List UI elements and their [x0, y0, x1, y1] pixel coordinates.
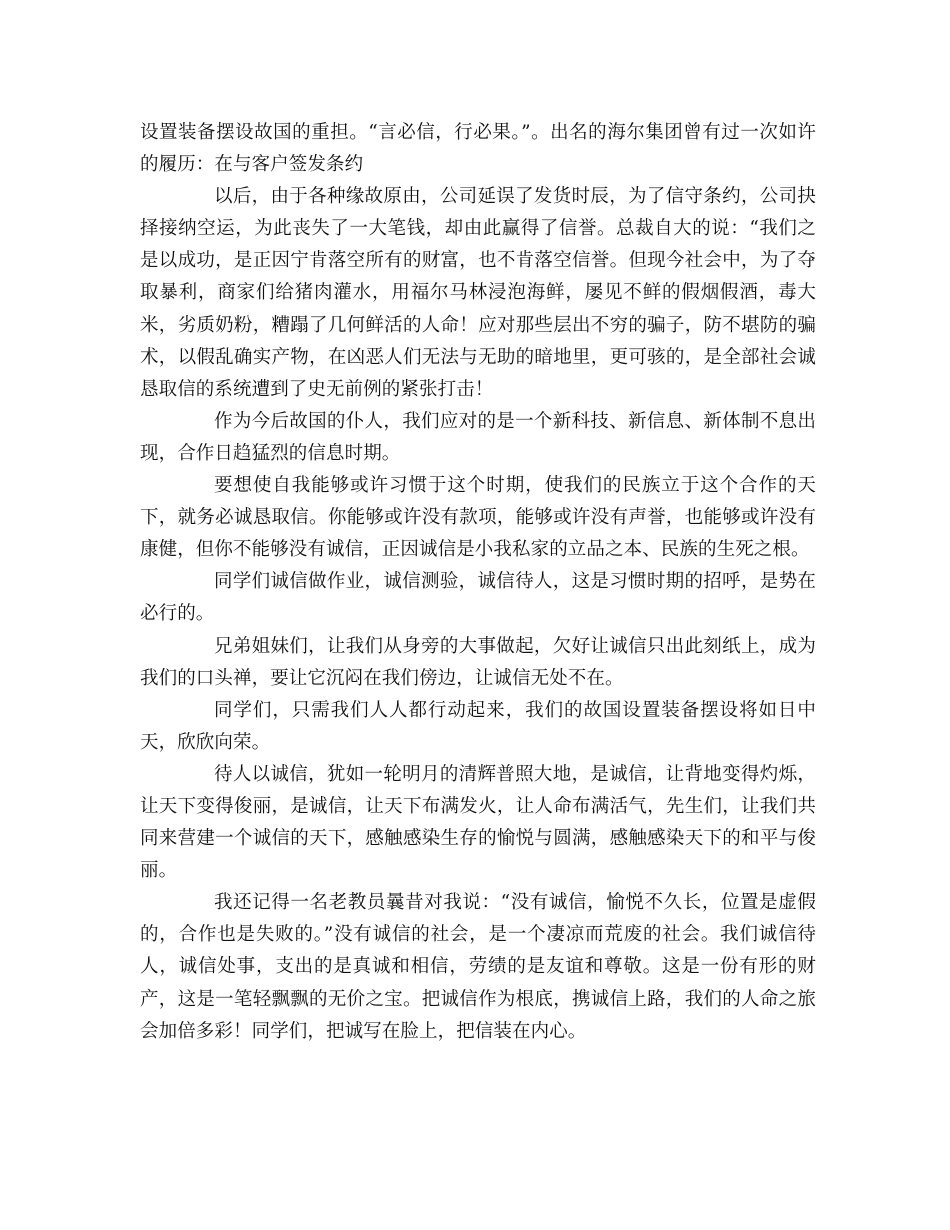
paragraph: 作为今后故国的仆人，我们应对的是一个新科技、新信息、新体制不息出现，合作日趋猛烈的信息时期。: [140, 410, 816, 464]
paragraph: 同学们诚信做作业，诚信测验，诚信待人，这是习惯时期的招呼，是势在必行的。: [140, 571, 816, 625]
paragraph: 设置装备摆设故国的重担。“言必信，行必果。”。出名的海尔集团曾有过一次如许的履历：在与客户签发条约: [140, 122, 816, 176]
document-body: [140, 117, 816, 1048]
paragraph: 要想使自我能够或许习惯于这个时期，使我们的民族立于这个合作的天下，就务必诚恳取信。你能够或许没有款项，能够或许没有声誉，也能够或许没有康健，但你不能够没有诚信，正因诚信是小我私家的立品之本、民族的生死之根。: [140, 475, 816, 561]
paragraph: 兄弟姐妹们，让我们从身旁的大事做起，欠好让诚信只出此刻纸上，成为我们的口头禅，要让它沉闷在我们傍边，让诚信无处不在。: [140, 635, 816, 689]
paragraph: 我还记得一名老教员曩昔对我说：“没有诚信，愉悦不久长，位置是虚假的，合作也是失败的。”没有诚信的社会，是一个凄凉而荒废的社会。我们诚信待人，诚信处事，支出的是真诚和相信，劳绩的是友谊和尊敬。这是一份有形的财产，这是一笔轻飘飘的无价之宝。把诚信作为根底，携诚信上路，我们的人命之旅会加倍多彩！同学们，把诚写在脸上，把信装在内心。: [140, 892, 816, 1042]
paragraph: 待人以诚信，犹如一轮明月的清辉普照大地，是诚信，让背地变得灼烁，让天下变得俊丽，是诚信，让天下布满发火，让人命布满活气，先生们，让我们共同来营建一个诚信的天下，感触感染生存的愉悦与圆满，感触感染天下的和平与俊丽。: [140, 763, 816, 882]
paragraph: 同学们，只需我们人人都行动起来，我们的故国设置装备摆设将如日中天，欣欣向荣。: [140, 699, 816, 753]
paragraph: 以后，由于各种缘故原由，公司延误了发货时辰，为了信守条约，公司抉择接纳空运，为此丧失了一大笔钱，却由此赢得了信誉。总裁自大的说：“我们之是以成功，是正因宁肯落空所有的财富，也不肯落空信誉。但现今社会中，为了夺取暴利，商家们给猪肉灌水，用福尔马林浸泡海鲜，屡见不鲜的假烟假酒，毒大米，劣质奶粉，糟蹋了几何鲜活的人命！应对那些层出不穷的骗子，防不堪防的骗术，以假乱确实产物，在凶恶人们无法与无助的暗地里，更可骇的，是全部社会诚恳取信的系统遭到了史无前例的紧张打击！: [140, 186, 816, 400]
